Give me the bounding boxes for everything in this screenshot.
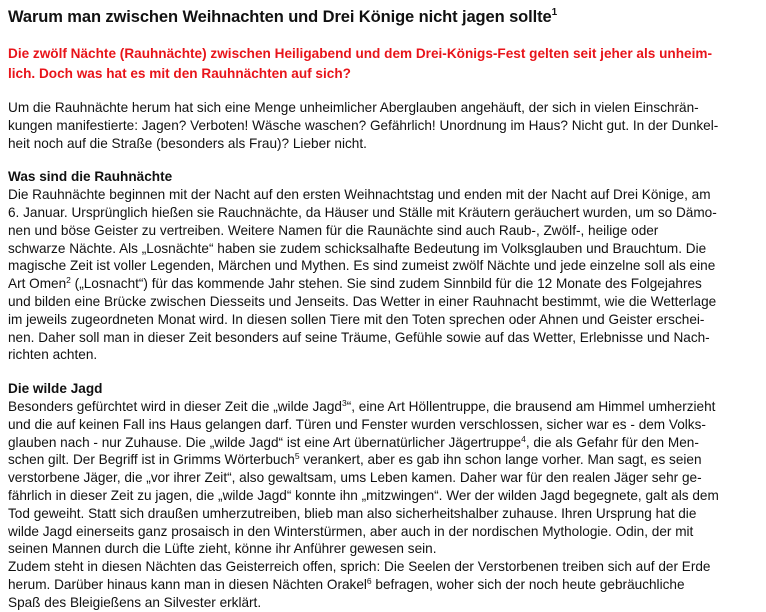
text-line: kungen manifestierte: Jagen? Verboten! Wäsche waschen? Gefährlich! Unordnung im Haus? Nicht gut. In der Dunkel- <box>8 117 719 133</box>
text-segment: Die Rauhnächte beginnen mit der Nacht auf den ersten Weihnachtstag und enden mit der Nacht auf Drei Könige, am <box>8 187 711 203</box>
text-segment: herum. Darüber hinaus kann man in diesen Nächten Orakel <box>8 576 367 592</box>
text-line: lich. Doch was hat es mit den Rauhnächten auf sich? <box>8 66 351 81</box>
text-segment: und die auf keinen Fall ins Haus gelangen darf. Türen und Fenster wurden verschlossen, sicher war es - dem Volks- <box>8 416 706 432</box>
text-line <box>8 222 758 240</box>
text-line <box>8 523 758 541</box>
title-text: Warum man zwischen Weihnachten und Drei Könige nicht jagen sollte <box>8 8 552 26</box>
text-segment: , die als Gefahr für den Men- <box>525 434 699 450</box>
text-segment: richten achten. <box>8 347 98 363</box>
text-segment: schen gilt. Der Begriff ist in Grimms Wörterbuch <box>8 452 295 468</box>
text-segment: und bilden eine Brücke zwischen Diesseits und Jenseits. Das Wetter in einer Rauhnacht bestimmt, wie die Wetterlage <box>8 293 717 309</box>
text-segment: wilde Jagd einerseits ganz prosaisch in den Winterstürmen, aber auch in der nordischen Mythologie. Odin, der mit <box>8 523 694 539</box>
text-line <box>8 594 758 612</box>
text-line: Die zwölf Nächte (Rauhnächte) zwischen Heiligabend und dem Drei-Königs-Fest gelten seit jeher als unheim- <box>8 46 712 61</box>
intro-paragraph <box>8 99 758 152</box>
text-segment: glauben nach - nur Zuhause. Die „wilde Jagd“ ist eine Art übernatürlicher Jägertruppe <box>8 434 522 450</box>
text-line <box>8 434 758 452</box>
text-segment: nen und böse Geister zu vertreiben. Weitere Namen für die Raunächte sind auch Raub-, Zwölf-, heilige oder <box>8 222 659 238</box>
text-line <box>8 346 758 364</box>
text-segment: schwarze Nächte. Als „Losnächte“ haben sie zudem schicksalhafte Bedeutung im Volksglauben und Brauchtum. Die <box>8 240 707 256</box>
text-line <box>8 558 758 576</box>
text-line <box>8 257 758 275</box>
footnote-mark: 6 <box>366 575 372 586</box>
lead-paragraph <box>8 44 758 84</box>
page-title <box>8 6 758 28</box>
text-segment: („Losnacht“) für das kommende Jahr stehen. Sie sind zudem Sinnbild für die 12 Monate des Folgejahres <box>70 276 702 292</box>
text-segment: Zudem steht in diesen Nächten das Geisterreich offen, sprich: Die Seelen der Verstorbenen treiben sich auf der Erde <box>8 559 711 575</box>
text-segment: Art Omen <box>8 276 67 292</box>
text-line <box>8 416 758 434</box>
text-segment: Besonders gefürchtet wird in dieser Zeit die „wilde Jagd <box>8 398 342 414</box>
text-segment: fährlich in dieser Zeit zu jagen, die „wilde Jagd“ konnte ihn „mitzwingen“. Wer der wilden Jagd begegnete, galt als dem <box>8 487 719 503</box>
text-line <box>8 540 758 558</box>
text-segment: Spaß des Bleigießens an Silvester erklärt. <box>8 594 262 610</box>
text-line <box>8 204 758 222</box>
text-line <box>8 398 758 416</box>
text-line: Um die Rauhnächte herum hat sich eine Menge unheimlicher Aberglauben angehäuft, der sich in vielen Einschrän- <box>8 100 699 115</box>
text-segment: verankert, aber es gab ihn schon lange vorher. Man sagt, es seien <box>299 452 702 468</box>
footnote-mark: 4 <box>521 433 526 444</box>
text-line: heit noch auf die Straße (besonders als Frau)? Lieber nicht. <box>8 135 367 151</box>
section-body <box>8 186 758 364</box>
text-line <box>8 240 758 258</box>
footnote-mark: 3 <box>341 397 347 408</box>
text-segment: magische Zeit ist voller Legenden, Märchen und Mythen. Es sind zumeist zwölf Nächte und jede einzelne soll als eine <box>8 258 716 274</box>
text-line <box>8 293 758 311</box>
text-segment: im jeweils zugeordneten Monat wird. In diesen sollen Tiere mit den Toten sprechen oder Ahnen und Geister erschei- <box>8 311 705 327</box>
text-segment: 6. Januar. Ursprünglich hießen sie Rauchnächte, da Häuser und Ställe mit Kräutern geräuchert wurden, um so Dämo- <box>8 204 717 220</box>
section-heading: Die wilde Jagd <box>8 381 103 397</box>
text-segment: befragen, woher sich der noch heute gebräuchliche <box>371 576 685 592</box>
text-segment: verstorbene Jäger, die „vor ihrer Zeit“, also gewaltsam, ums Leben kamen. Daher war für den realen Jäger sehr ge- <box>8 470 702 486</box>
text-line <box>8 469 758 487</box>
text-line <box>8 329 758 347</box>
section-heading: Was sind die Rauhnächte <box>8 169 173 185</box>
text-line <box>8 311 758 329</box>
text-line <box>8 186 758 204</box>
title-footnote-mark: 1 <box>551 7 558 18</box>
text-segment: seinen Mannen durch die Lüfte zieht, könne ihr Anführer gewesen sein. <box>8 541 437 557</box>
section-body <box>8 398 758 612</box>
text-line <box>8 451 758 469</box>
text-segment: “, eine Art Höllentruppe, die brausend am Himmel umherzieht <box>346 398 716 414</box>
text-segment: Tod geweiht. Statt sich draußen umherzutreiben, blieb man also sicherheitshalber zuhause. Ihren Ursprung hat die <box>8 505 697 521</box>
section-rauhnaechte <box>8 168 758 364</box>
text-line <box>8 487 758 505</box>
text-segment: nen. Daher soll man in dieser Zeit besonders auf seine Träume, Gefühle sowie auf das Wetter, Erlebnisse und Nach- <box>8 329 710 345</box>
text-line <box>8 576 758 594</box>
section-wilde-jagd <box>8 380 758 611</box>
footnote-mark: 5 <box>294 451 300 462</box>
text-line <box>8 275 758 293</box>
text-line <box>8 505 758 523</box>
footnote-mark: 2 <box>66 275 71 286</box>
